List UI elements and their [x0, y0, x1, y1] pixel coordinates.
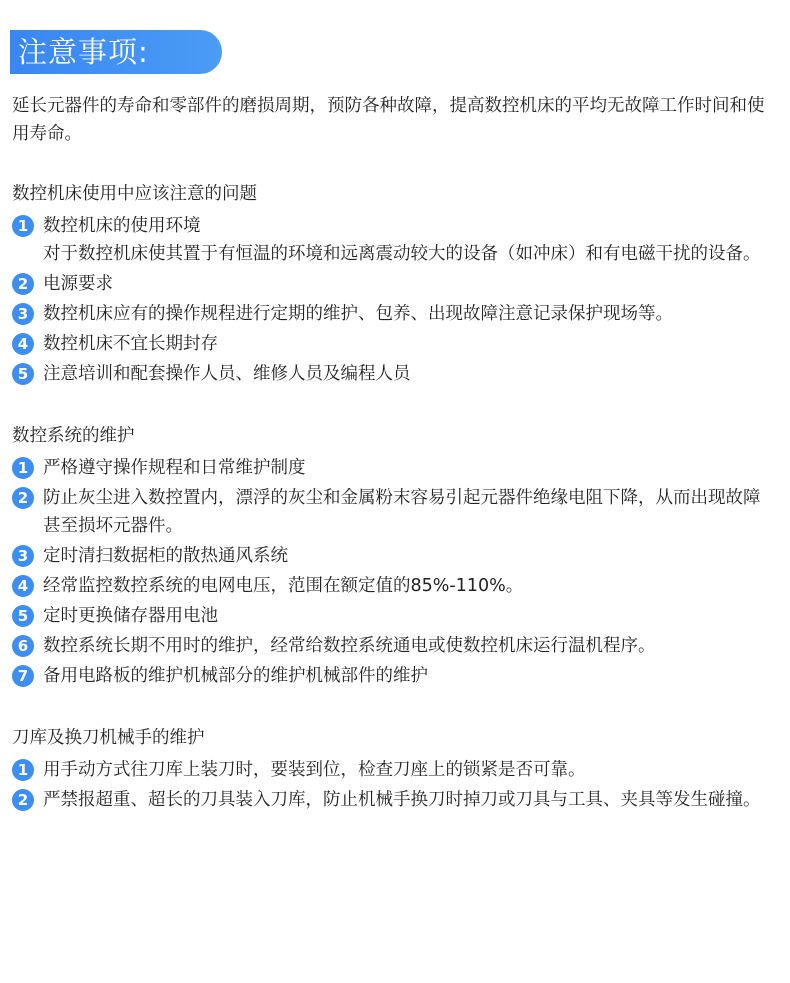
item-title: 严格遵守操作规程和日常维护制度 — [43, 458, 306, 478]
item-title: 数控系统长期不用时的维护，经常给数控系统通电或使数控机床运行温机程序。 — [43, 636, 656, 656]
item-title: 用手动方式往刀库上装刀时，要装到位，检查刀座上的锁紧是否可靠。 — [43, 760, 586, 780]
list-item — [12, 662, 772, 690]
list-item — [12, 602, 772, 630]
section-tool-magazine — [12, 724, 772, 814]
list-item — [12, 212, 772, 268]
number-2-icon: 2 — [12, 789, 34, 811]
number-5-icon: 5 — [12, 363, 34, 385]
number-1-icon: 1 — [12, 759, 34, 781]
item-title: 电源要求 — [43, 274, 113, 294]
number-3-icon: 3 — [12, 303, 34, 325]
list-item — [12, 542, 772, 570]
number-5-icon: 5 — [12, 605, 34, 627]
section-cnc-system — [12, 422, 772, 690]
item-title: 定时清扫数据柜的散热通风系统 — [43, 546, 288, 566]
section-heading: 数控系统的维护 — [12, 426, 135, 446]
list-item — [12, 300, 772, 328]
list-item — [12, 484, 772, 540]
list-item — [12, 360, 772, 388]
title-banner — [10, 30, 222, 74]
item-title: 严禁报超重、超长的刀具装入刀库，防止机械手换刀时掉刀或刀具与工具、夹具等发生碰撞。 — [43, 790, 761, 810]
number-4-icon: 4 — [12, 333, 34, 355]
number-1-icon: 1 — [12, 215, 34, 237]
intro-paragraph: 延长元器件的寿命和零部件的磨损周期，预防各种故障，提高数控机床的平均无故障工作时间和使用寿命。 — [12, 96, 765, 144]
number-2-icon: 2 — [12, 487, 34, 509]
item-title: 数控机床应有的操作规程进行定期的维护、包养、出现故障注意记录保护现场等。 — [43, 304, 673, 324]
item-title: 数控机床的使用环境 — [43, 216, 201, 236]
list-item — [12, 270, 772, 298]
section-usage — [12, 180, 772, 388]
list-item — [12, 786, 772, 814]
page-title: 注意事项: — [18, 34, 149, 69]
list-item — [12, 330, 772, 358]
item-title: 经常监控数控系统的电网电压，范围在额定值的85%-110%。 — [43, 576, 524, 596]
list-item — [12, 632, 772, 660]
list-item — [12, 454, 772, 482]
number-7-icon: 7 — [12, 665, 34, 687]
item-title: 注意培训和配套操作人员、维修人员及编程人员 — [43, 364, 411, 384]
section-heading: 刀库及换刀机械手的维护 — [12, 728, 205, 748]
list-item — [12, 572, 772, 600]
number-6-icon: 6 — [12, 635, 34, 657]
item-title: 备用电路板的维护机械部分的维护机械部件的维护 — [43, 666, 428, 686]
item-title: 防止灰尘进入数控置内，漂浮的灰尘和金属粉末容易引起元器件绝缘电阻下降，从而出现故障甚至损坏元器件。 — [43, 488, 761, 536]
document-body — [12, 92, 772, 816]
number-2-icon: 2 — [12, 273, 34, 295]
list-item — [12, 756, 772, 784]
number-3-icon: 3 — [12, 545, 34, 567]
section-heading: 数控机床使用中应该注意的问题 — [12, 184, 257, 204]
item-title: 数控机床不宜长期封存 — [43, 334, 218, 354]
number-1-icon: 1 — [12, 457, 34, 479]
number-4-icon: 4 — [12, 575, 34, 597]
item-detail: 对于数控机床使其置于有恒温的环境和远离震动较大的设备（如冲床）和有电磁干扰的设备。 — [43, 244, 761, 264]
item-title: 定时更换储存器用电池 — [43, 606, 218, 626]
